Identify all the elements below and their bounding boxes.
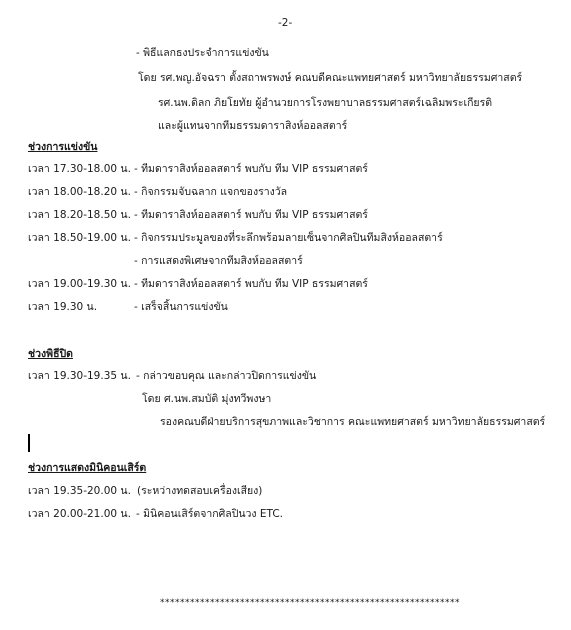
- opening-third-person: และผู้แทนจากทีมธรรมดาราสิงห์ออลสตาร์: [158, 120, 348, 132]
- competition-heading: ช่วงการแข่งขัน: [28, 141, 98, 153]
- schedule-time: เวลา 19.30 น.: [28, 301, 98, 313]
- schedule-desc: - กิจกรรมประมูลของที่ระลึกพร้อมลายเซ็นจากศิลปินทีมสิงห์ออลสตาร์: [134, 232, 443, 244]
- schedule-desc: - ทีมดาราสิงห์ออลสตาร์ พบกับ ทีม VIP ธรรมศาสตร์: [134, 163, 368, 175]
- closing-title-line: รองคณบดีฝ่ายบริการสุขภาพและวิชาการ คณะแพทยศาสตร์ มหาวิทยาลัยธรรมศาสตร์: [160, 416, 546, 428]
- schedule-desc: - การแสดงพิเศษจากทีมสิงห์ออลสตาร์: [134, 255, 303, 267]
- schedule-time: เวลา 18.50-19.00 น.: [28, 232, 131, 244]
- schedule-time: เวลา 18.00-18.20 น.: [28, 186, 131, 198]
- schedule-time: เวลา 19.00-19.30 น.: [28, 278, 131, 290]
- schedule-desc: (ระหว่างทดสอบเครื่องเสียง): [137, 485, 263, 497]
- schedule-desc: - ทีมดาราสิงห์ออลสตาร์ พบกับ ทีม VIP ธรรมศาสตร์: [134, 278, 368, 290]
- schedule-desc: - กิจกรรมจับฉลาก แจกของรางวัล: [134, 186, 288, 198]
- schedule-time: เวลา 17.30-18.00 น.: [28, 163, 131, 175]
- closing-time: เวลา 19.30-19.35 น.: [28, 370, 131, 382]
- footer-asterisk-rule: ************************************************************: [160, 598, 460, 608]
- concert-heading: ช่วงการแสดงมินิคอนเสิร์ต: [28, 462, 147, 474]
- schedule-desc: - มินิคอนเสิร์ตจากศิลปินวง ETC.: [136, 508, 283, 520]
- schedule-desc: - ทีมดาราสิงห์ออลสตาร์ พบกับ ทีม VIP ธรรมศาสตร์: [134, 209, 368, 221]
- closing-heading: ช่วงพิธีปิด: [28, 348, 73, 360]
- opening-by-line: โดย รศ.พญ.อัจฉรา ตั้งสถาพรพงษ์ คณบดีคณะแพทยศาสตร์ มหาวิทยาลัยธรรมศาสตร์: [138, 72, 523, 84]
- schedule-desc: - เสร็จสิ้นการแข่งขัน: [134, 301, 228, 313]
- opening-second-person: รศ.นพ.ดิลก ภิยโยทัย ผู้อำนวยการโรงพยาบาลธรรมศาสตร์เฉลิมพระเกียรติ: [158, 97, 493, 109]
- schedule-time: เวลา 20.00-21.00 น.: [28, 508, 131, 520]
- closing-desc: - กล่าวขอบคุณ และกล่าวปิดการแข่งขัน: [136, 370, 317, 382]
- schedule-time: เวลา 18.20-18.50 น.: [28, 209, 131, 221]
- page-number: -2-: [278, 17, 293, 29]
- schedule-time: เวลา 19.35-20.00 น.: [28, 485, 131, 497]
- opening-item: - พิธีแลกธงประจำการแข่งขัน: [136, 47, 269, 59]
- closing-by-line: โดย ศ.นพ.สมบัติ มุ่งทวีพงษา: [142, 393, 272, 405]
- text-cursor: [28, 434, 30, 452]
